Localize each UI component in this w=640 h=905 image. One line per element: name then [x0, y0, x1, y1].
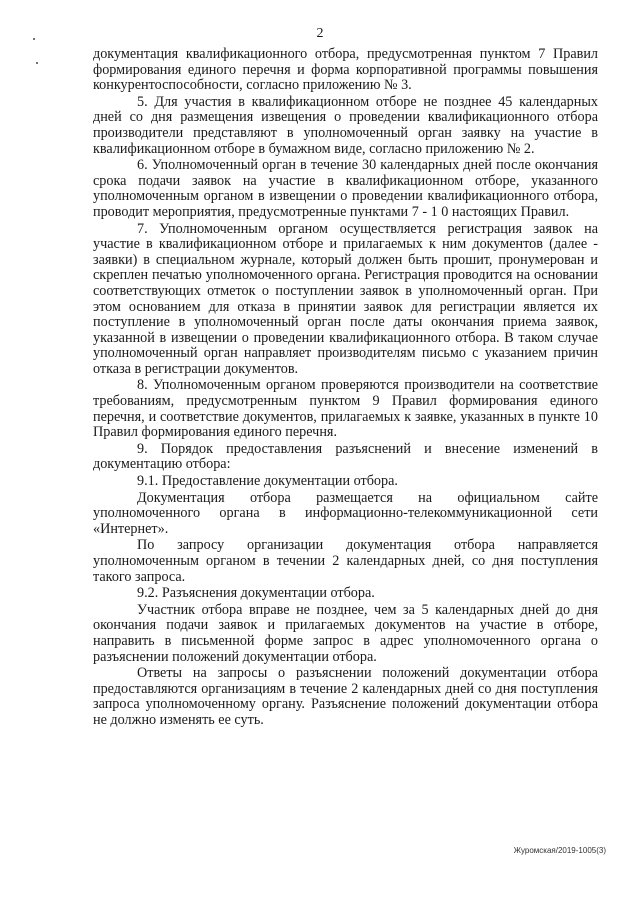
paragraph: По запросу организации документация отбора направляется уполномоченным органом в течении 2 календарных дней, со дня поступления такого запроса. — [93, 537, 598, 585]
paragraph: Участник отбора вправе не позднее, чем за 5 календарных дней до дня окончания подачи заявок и прилагаемых документов на участие в отборе, направить в письменной форме запрос в адрес уполномоченного органа о разъяснении положений документации отбора. — [93, 601, 598, 665]
paragraph: 9. Порядок предоставления разъяснений и внесение изменений в документацию отбора: — [93, 440, 598, 473]
paragraph: Документация отбора размещается на официальном сайте уполномоченного органа в информационно-телекоммуникационной сети «Интернет». — [93, 489, 598, 537]
paragraph: документация квалификационного отбора, предусмотренная пунктом 7 Правил формирования единого перечня и форма корпоративной программы повышения конкурентоспособности, согласно приложению № 3. — [93, 46, 598, 94]
document-body — [93, 47, 598, 729]
paragraph: 8. Уполномоченным органом проверяются производители на соответствие требованиям, предусмотренным пунктом 9 Правил формирования единого перечня, и соответствие документов, прилагаемых к заявке, указанных в пункте 10 Правил формирования единого перечня. — [93, 377, 598, 441]
paragraph: 9.2. Разъяснения документации отбора. — [137, 585, 375, 602]
paragraph: 7. Уполномоченным органом осуществляется регистрация заявок на участие в квалификационном отборе и прилагаемых к ним документов (далее - заявки) в специальном журнале, который должен быть прошит, пронумерован и скреплен печатью уполномоченного органа. Регистрация проводится на основании соответствующих отметок о поступлении заявок в уполномоченный орган. При этом основанием для отказа в принятии заявок для регистрации является их поступление в уполномоченный орган после даты окончания приема заявок, указанной в извещении о проведении квалификационного отбора. В таком случае уполномоченный орган направляет производителям письмо с указанием причин отказа в регистрации документов. — [93, 220, 598, 377]
paragraph: 9.1. Предоставление документации отбора. — [137, 473, 398, 490]
scan-mark — [36, 62, 38, 64]
paragraph: 6. Уполномоченный орган в течение 30 календарных дней после окончания срока подачи заявок на участие в квалификационном отборе, указанного уполномоченным органом в извещении о проведении квалификационного отбора, проводит мероприятия, предусмотренные пунктами 7 - 1 0 настоящих Правил. — [93, 157, 598, 220]
paragraph: Ответы на запросы о разъяснении положений документации отбора предоставляются организациям в течение 2 календарных дней со дня поступления запроса уполномоченному органу. Разъяснение положений документации отбора не должно изменять ее суть. — [93, 665, 598, 728]
page-number: 2 — [316, 26, 324, 41]
document-code: Журомская/2019-1005(3) — [513, 846, 606, 855]
paragraph: 5. Для участия в квалификационном отборе не позднее 45 календарных дней со дня размещения извещения о проведении квалификационного отбора производители представляют в уполномоченный орган заявку на участие в квалификационном отборе в бумажном виде, согласно приложению № 2. — [93, 93, 598, 157]
